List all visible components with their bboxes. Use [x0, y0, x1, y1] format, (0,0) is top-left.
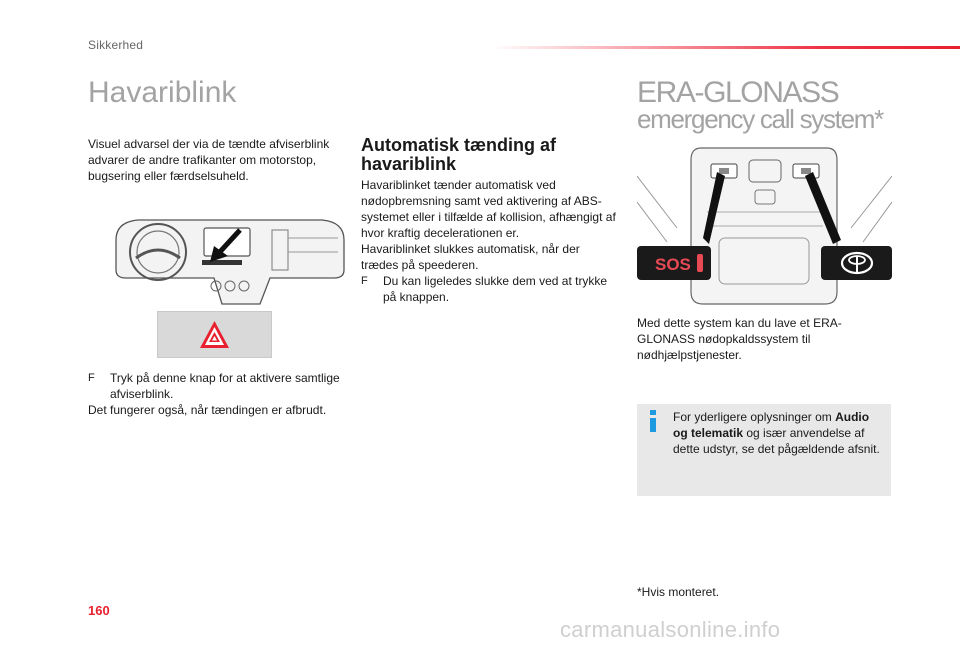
emergency-call-title: emergency call system* [637, 104, 883, 134]
bullet-marker: F [361, 275, 368, 287]
intro-paragraph: Visuel advarsel der via de tændte afviserblink advarer de andre trafikanter om motorstop, bugsering eller færdselsuheld. [88, 137, 330, 183]
era-glonass-title: ERA-GLONASS [637, 76, 839, 109]
auto-hazard-heading: Automatisk tænding af havariblink [361, 135, 557, 174]
auto-hazard-bullet-text: Du kan ligeledes slukke dem ved at trykke på knappen. [383, 274, 608, 304]
info-icon [646, 410, 660, 432]
auto-hazard-para1: Havariblinket tænder automatisk ved nødopbremsning samt ved aktivering af ABS-systemet eller i tilfælde af kollision, afhængigt af hvor kraftig decelerationen er. [361, 178, 616, 240]
hazard-triangle-icon [158, 312, 271, 357]
section-tag: Sikkerhed [88, 38, 144, 52]
info-text-prefix: For yderligere oplysninger om [673, 410, 836, 424]
sos-button-label: SOS [655, 255, 691, 274]
auto-hazard-bullet [361, 273, 616, 305]
info-text-suffix: og især anvendelse af dette udstyr, se det pågældende afsnit. [673, 426, 880, 456]
footnote: *Hvis monteret. [637, 585, 720, 599]
info-text-bold: Audio og telematik [673, 410, 870, 440]
auto-hazard-body [361, 177, 616, 305]
bullet-marker: F [88, 372, 95, 384]
info-text [673, 409, 883, 457]
sos-roof-console-illustration [637, 142, 892, 306]
watermark: carmanualsonline.info [560, 617, 781, 642]
page-number: 160 [88, 603, 110, 618]
press-bullet-text: Tryk på denne knap for at aktivere samtlige afviserblink. [110, 371, 340, 401]
press-instructions [88, 370, 350, 418]
page-title-havariblink: Havariblink [88, 76, 237, 109]
press-bullet [88, 370, 350, 402]
hazard-button-panel [157, 311, 272, 358]
dashboard-illustration [110, 212, 350, 307]
auto-hazard-para2: Havariblinket slukkes automatisk, når der trædes på speederen. [361, 242, 580, 272]
era-description: Med dette system kan du lave et ERA-GLONASS nødopkaldssystem til nødhjælpstjenester. [637, 316, 842, 362]
ignition-note: Det fungerer også, når tændingen er afbrudt. [88, 403, 327, 417]
header-accent-bar [490, 46, 960, 49]
